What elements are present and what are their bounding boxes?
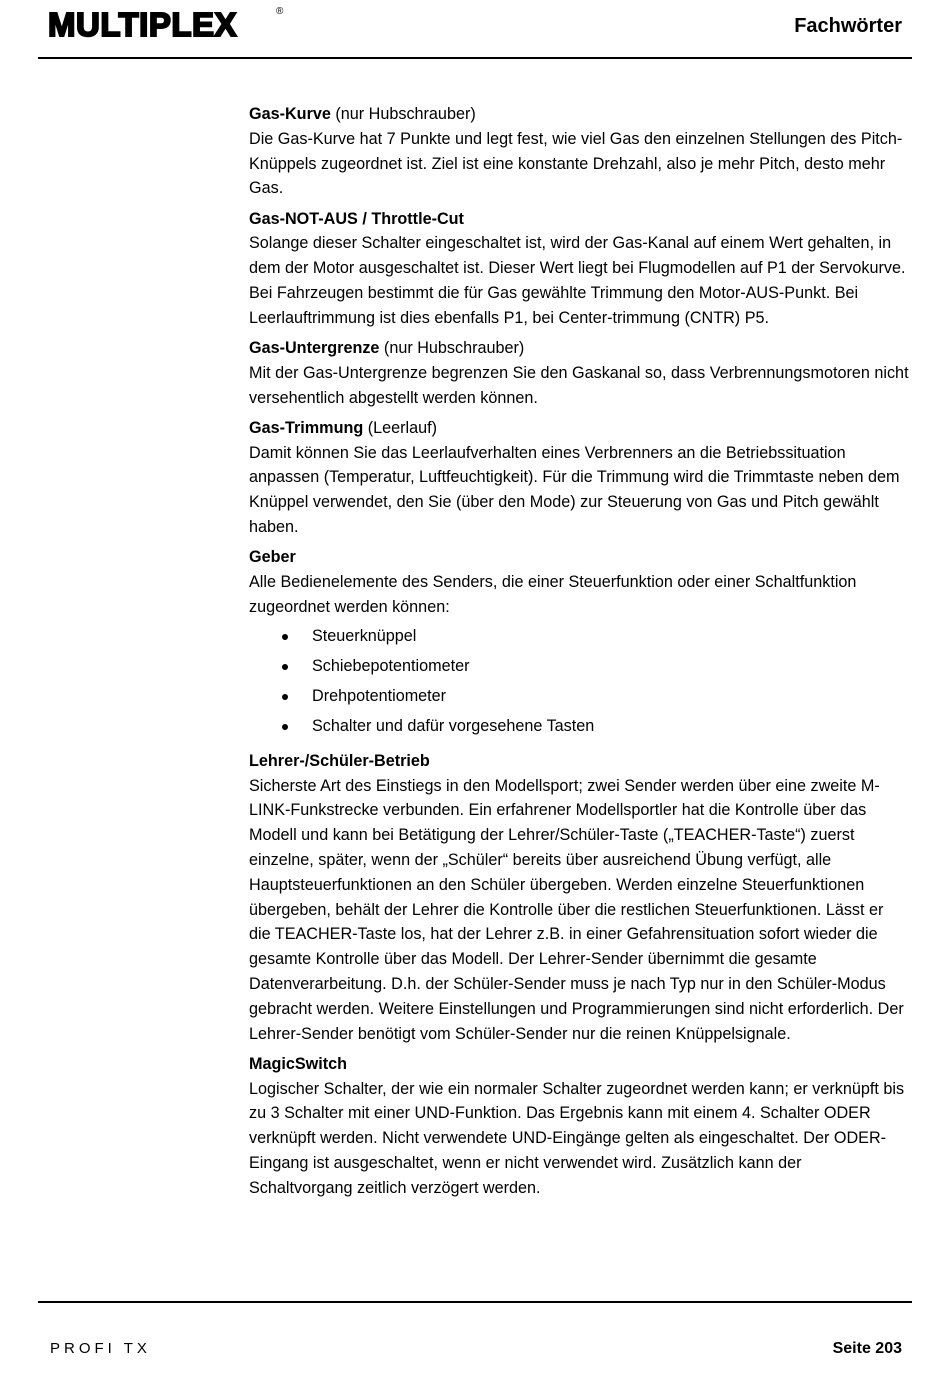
entry-qualifier: (nur Hubschrauber) <box>330 105 476 123</box>
list-item: Drehpotentiometer <box>249 684 909 714</box>
list-item: Schalter und dafür vorgesehene Tasten <box>249 714 909 744</box>
list-item: Schiebepotentiometer <box>249 654 909 684</box>
entry-term: MagicSwitch <box>249 1054 348 1073</box>
entry-text: Sicherste Art des Einstiegs in den Modellsport; zwei Sender werden über eine zweite M-LINK-Funkstrecke verbunden. Ein erfahrener Modellsportler hat die Kontrolle über das Modell und kann bei Betätigung der Lehrer/Schüler-Taste („TEACHER-Taste“) zuerst einzelne, später, wenn der „Schüler“ bereits über ausreichend Übung verfügt, alle Hauptsteuerfunktionen an den Schüler übergeben. Werden einzelne Steuerfunktionen übergeben, behält der Lehrer die Kontrolle über die restlichen Steuerfunktionen. Lässt er die TEACHER-Taste los, hat der Lehrer z.B. in einer Gefahrensituation sofort wieder die gesamte Kontrolle über das Modell. Der Lehrer-Sender übernimmt die gesamte Datenverarbeitung. D.h. der Schüler-Sender muss je nach Typ nur in den Schüler-Modus gebracht werden. Weitere Einstellungen und Programmierungen sind nicht erforderlich. Der Lehrer-Sender benötigt vom Schüler-Sender nur die reinen Knüppelsignale. <box>249 776 904 1043</box>
glossary-content <box>249 102 909 1206</box>
glossary-entry <box>249 336 909 410</box>
page-header <box>0 0 950 60</box>
entry-text: Solange dieser Schalter eingeschaltet ist, wird der Gas-Kanal auf einem Wert gehalten, in dem der Motor ausgeschaltet ist. Dieser Wert liegt bei Flugmodellen auf P1 der Servokurve. Bei Fahrzeugen bestimmt die für Gas gewählte Trimmung den Motor-AUS-Punkt. Bei Leerlauftrimmung ist dies ebenfalls P1, bei Center-trimmung (CNTR) P5. <box>249 234 906 327</box>
entry-term: Geber <box>249 548 296 567</box>
entry-text: Alle Bedienelemente des Senders, die einer Steuerfunktion oder einer Schaltfunktion zugeordnet werden können: <box>249 572 857 616</box>
glossary-entry <box>249 102 909 201</box>
header-rule <box>38 57 912 59</box>
bullet-icon <box>282 694 288 700</box>
section-title: Fachwörter <box>794 15 902 37</box>
entry-text: Die Gas-Kurve hat 7 Punkte und legt fest, wie viel Gas den einzelnen Stellungen des Pitch-Knüppels zugeordnet ist. Ziel ist eine konstante Drehzahl, also je mehr Pitch, desto mehr Gas. <box>249 129 903 198</box>
entry-text: Damit können Sie das Leerlaufverhalten eines Verbrenners an die Betriebssituation anpassen (Temperatur, Luftfeuchtigkeit). Für die Trimmung wird die Trimmtaste neben dem Knüppel verwendet, den Sie (über den Mode) zur Steuerung von Gas und Pitch gewählt haben. <box>249 443 900 536</box>
glossary-entry <box>249 207 909 331</box>
entry-term: Gas-Untergrenze <box>249 338 380 357</box>
entry-qualifier: (nur Hubschrauber) <box>379 338 525 357</box>
geber-list <box>249 624 909 744</box>
page-number: Seite 203 <box>832 1340 902 1357</box>
entry-text: Logischer Schalter, der wie ein normaler Schalter zugeordnet werden kann; er verknüpft bis zu 3 Schalter mit einer UND-Funktion. Das Ergebnis kann mit einem 4. Schalter ODER verknüpft werden. Nicht verwendete UND-Eingänge gelten als eingeschaltet. Der ODER-Eingang ist ausgeschaltet, wenn er nicht verwendet wird. Zusätzlich kann der Schaltvorgang zeitlich verzögert werden. <box>249 1079 905 1197</box>
list-item: Steuerknüppel <box>249 624 909 654</box>
glossary-entry <box>249 416 909 540</box>
glossary-entry <box>249 749 909 1047</box>
multiplex-logo: MULTIPLEX <box>48 6 238 43</box>
bullet-icon <box>282 634 288 640</box>
bullet-icon <box>282 724 288 730</box>
entry-term: Gas-NOT-AUS / Throttle-Cut <box>249 209 464 228</box>
entry-term: Lehrer-/Schüler-Betrieb <box>249 751 430 770</box>
entry-term: Gas-Trimmung <box>249 418 364 437</box>
glossary-entry <box>249 545 909 743</box>
bullet-icon <box>282 664 288 670</box>
footer-rule <box>38 1301 912 1303</box>
entry-text: Mit der Gas-Untergrenze begrenzen Sie den Gaskanal so, dass Verbrennungsmotoren nicht versehentlich abgestellt werden können. <box>249 363 909 407</box>
entry-term: Gas-Kurve <box>249 105 331 123</box>
registered-mark: ® <box>276 6 284 17</box>
glossary-entry <box>249 1052 909 1201</box>
product-name: PROFI TX <box>50 1340 151 1357</box>
entry-qualifier: (Leerlauf) <box>363 418 438 437</box>
